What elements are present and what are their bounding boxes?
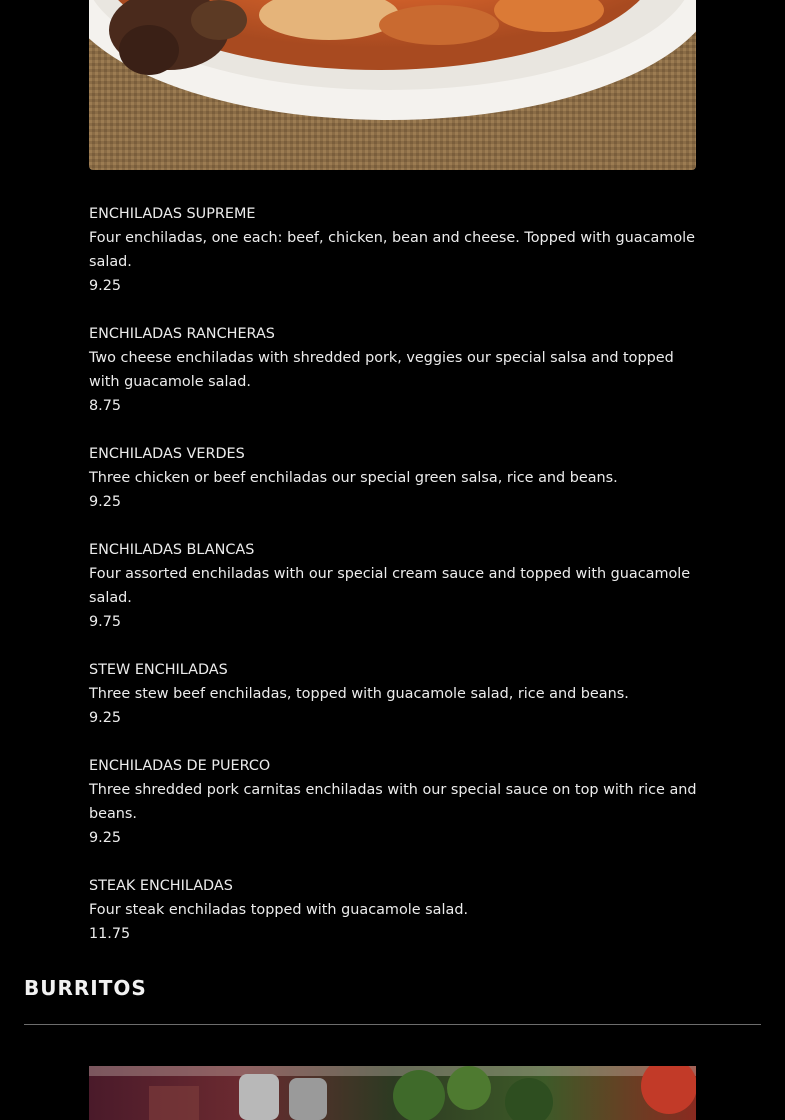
enchilada-plate-icon — [89, 0, 696, 170]
menu-item — [89, 658, 701, 730]
menu-item-description: Four enchiladas, one each: beef, chicken, bean and cheese. Topped with guacamole salad. — [89, 230, 695, 270]
menu-item-price: 9.25 — [89, 710, 122, 726]
burritos-section-heading: BURRITOS — [24, 976, 147, 1000]
menu-item-name: ENCHILADAS SUPREME — [89, 206, 256, 222]
menu-item-price: 11.75 — [89, 926, 131, 942]
menu-item-description: Three chicken or beef enchiladas our special green salsa, rice and beans. — [89, 470, 618, 486]
menu-item-name: ENCHILADAS RANCHERAS — [89, 326, 275, 342]
menu-item — [89, 754, 701, 850]
burrito-table-photo — [89, 1066, 696, 1120]
menu-item-price: 8.75 — [89, 398, 122, 414]
menu-item — [89, 874, 701, 946]
menu-item-price: 9.25 — [89, 830, 122, 846]
enchiladas-menu-list — [89, 202, 701, 970]
menu-item — [89, 202, 701, 298]
menu-item — [89, 322, 701, 418]
section-divider — [24, 1024, 761, 1025]
menu-item-price: 9.25 — [89, 278, 122, 294]
menu-item — [89, 538, 701, 634]
burrito-table-icon — [89, 1066, 696, 1120]
menu-item-name: ENCHILADAS VERDES — [89, 446, 245, 462]
menu-item-description: Three shredded pork carnitas enchiladas with our special sauce on top with rice and beans. — [89, 782, 697, 822]
menu-item-description: Four steak enchiladas topped with guacamole salad. — [89, 902, 469, 918]
menu-item-name: ENCHILADAS BLANCAS — [89, 542, 255, 558]
menu-item-name: STEAK ENCHILADAS — [89, 878, 233, 894]
menu-item-description: Three stew beef enchiladas, topped with guacamole salad, rice and beans. — [89, 686, 629, 702]
menu-item-price: 9.25 — [89, 494, 122, 510]
enchilada-plate-photo — [89, 0, 696, 170]
menu-item-price: 9.75 — [89, 614, 122, 630]
menu-item-name: STEW ENCHILADAS — [89, 662, 228, 678]
menu-item-description: Four assorted enchiladas with our special cream sauce and topped with guacamole salad. — [89, 566, 691, 606]
menu-item — [89, 442, 701, 514]
menu-item-description: Two cheese enchiladas with shredded pork, veggies our special salsa and topped with guacamole salad. — [89, 350, 674, 390]
menu-item-name: ENCHILADAS DE PUERCO — [89, 758, 271, 774]
